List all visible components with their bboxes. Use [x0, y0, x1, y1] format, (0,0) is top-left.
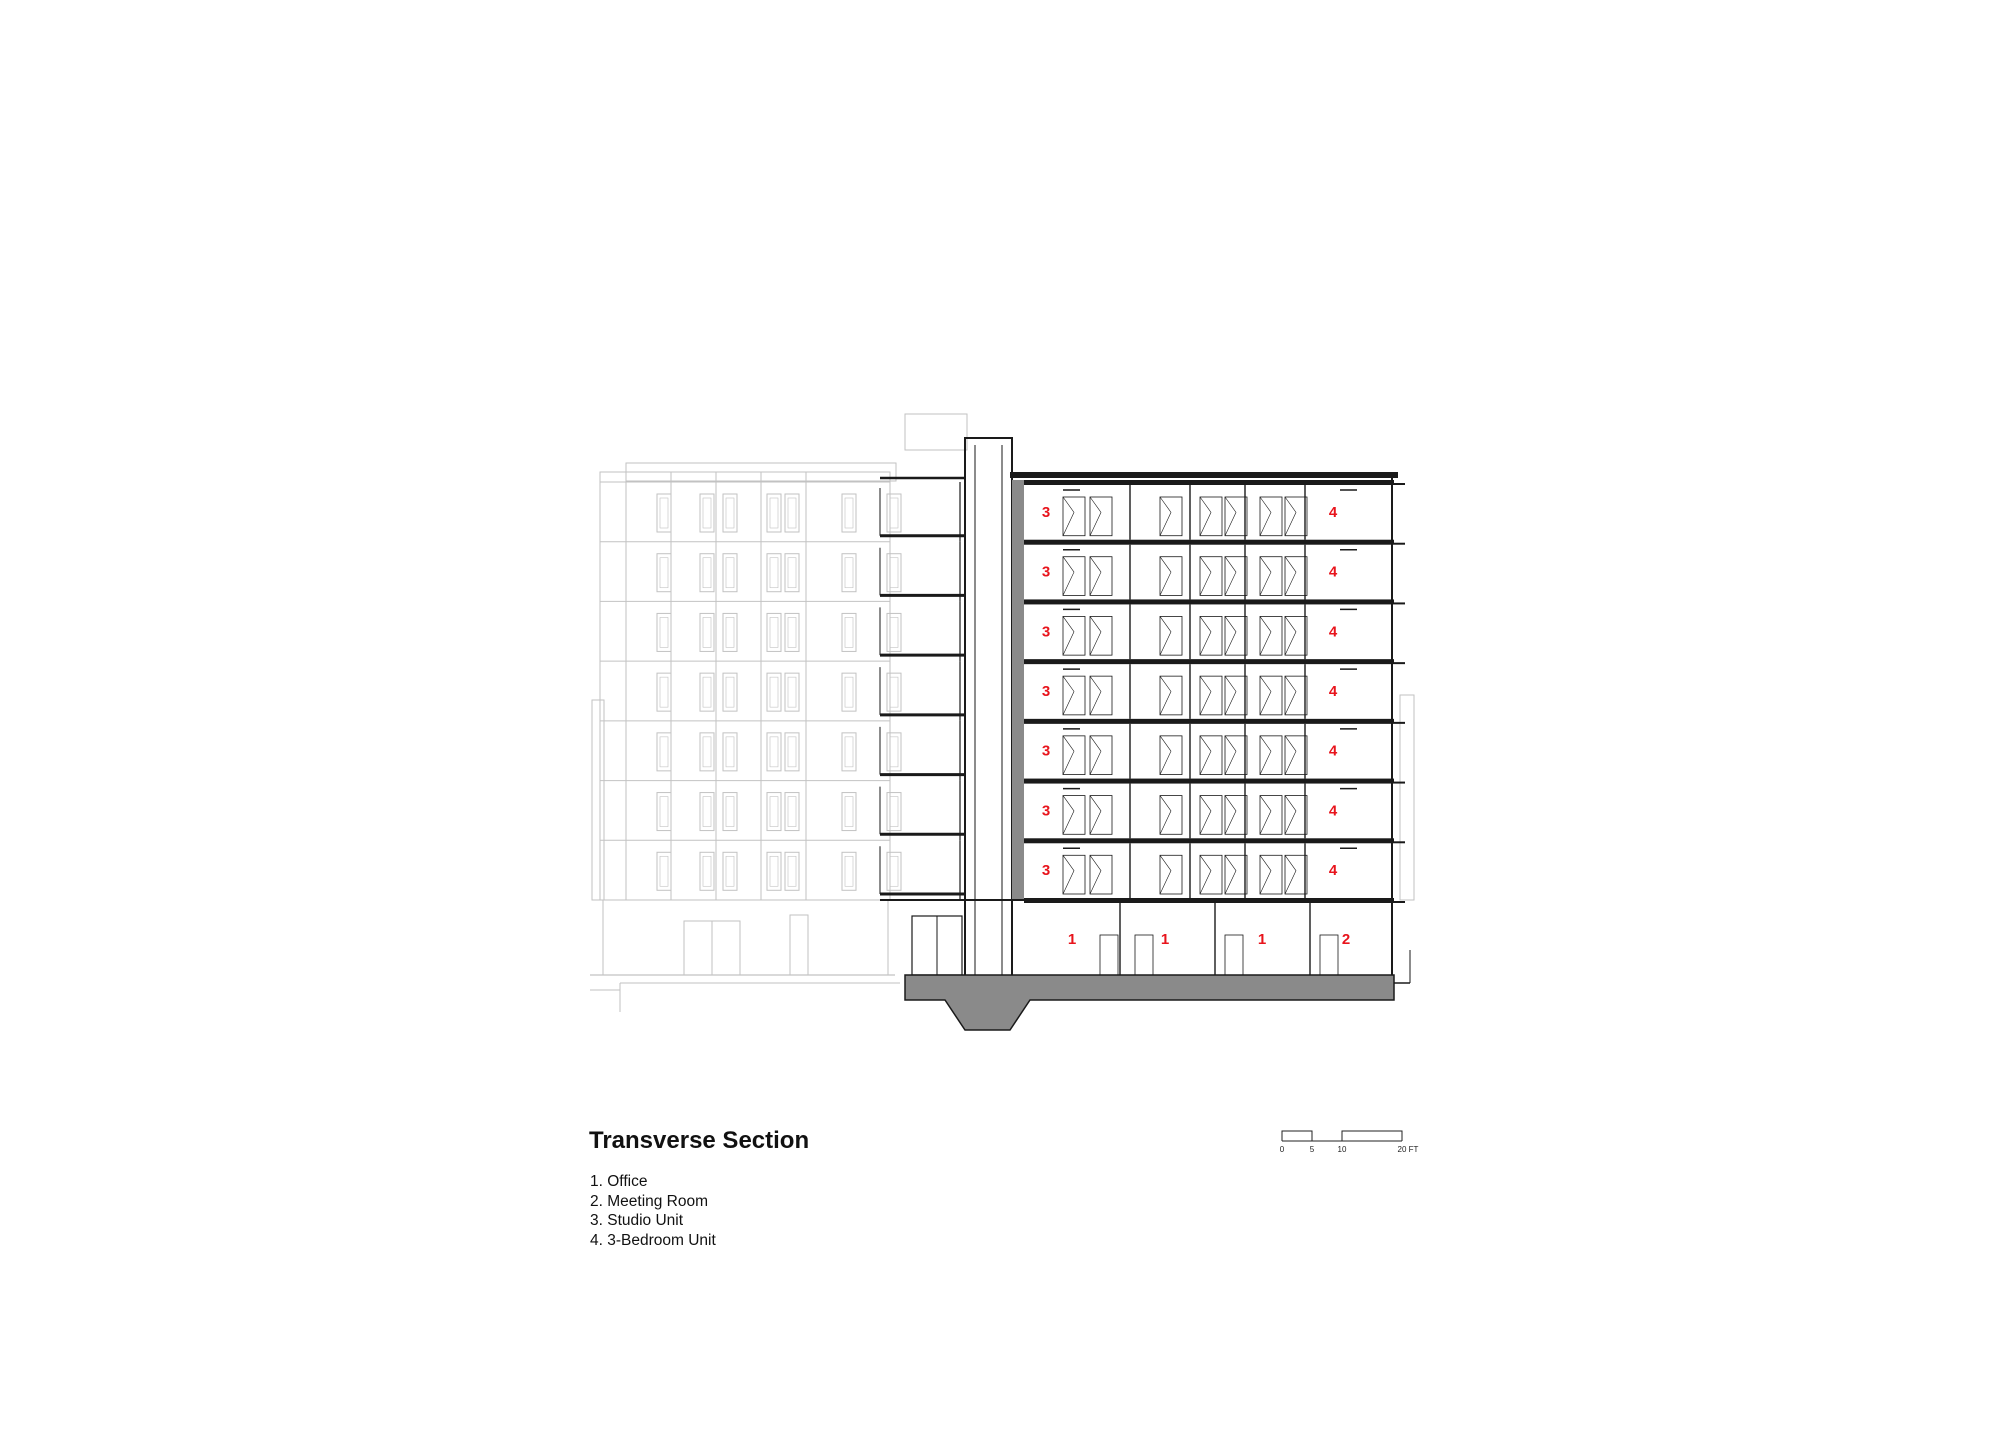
- studio-door: [1063, 616, 1085, 655]
- door-swing: [1285, 616, 1296, 655]
- facade-window: [842, 793, 856, 831]
- door-swing: [1160, 796, 1171, 835]
- studio-door: [1063, 676, 1085, 715]
- facade-window: [887, 554, 901, 592]
- facade-window: [700, 494, 714, 532]
- facade-window-pane: [770, 498, 778, 528]
- facade-window: [887, 852, 901, 890]
- room-label-3-bedroom: 4: [1328, 862, 1338, 880]
- facade-window: [657, 733, 671, 771]
- facade-window: [700, 673, 714, 711]
- door-swing: [1260, 616, 1271, 655]
- facade-window-pane: [660, 558, 668, 588]
- facade-window-pane: [770, 617, 778, 647]
- door-swing: [1260, 557, 1271, 596]
- facade-window: [700, 852, 714, 890]
- room-label-studio: 3: [1041, 802, 1051, 820]
- facade-window-pane: [845, 677, 853, 707]
- facade-window-pane: [890, 677, 898, 707]
- unit-door: [1260, 736, 1282, 775]
- roof-slab: [1010, 472, 1398, 478]
- door-swing: [1160, 497, 1171, 536]
- door-swing: [1063, 855, 1074, 894]
- facade-window-pane: [890, 737, 898, 767]
- facade-window: [700, 613, 714, 651]
- door-swing: [1160, 855, 1171, 894]
- door-swing: [1090, 676, 1101, 715]
- facade-window-pane: [788, 737, 796, 767]
- door-swing: [1225, 676, 1236, 715]
- facade-window: [842, 733, 856, 771]
- unit-door: [1285, 796, 1307, 835]
- legend-item-3-bedroom-unit: 4. 3-Bedroom Unit: [590, 1231, 716, 1249]
- casework: [1090, 557, 1112, 596]
- studio-door: [1063, 736, 1085, 775]
- room-label-3-bedroom: 4: [1328, 683, 1338, 700]
- facade-window-pane: [890, 617, 898, 647]
- door-swing: [1200, 796, 1211, 835]
- room-label-ground: 1: [1067, 931, 1077, 948]
- floor-slab: [1024, 540, 1394, 545]
- facade-window: [657, 494, 671, 532]
- door-swing: [1063, 497, 1074, 536]
- ground-floor-elevation: [603, 900, 888, 975]
- room-label-3-bedroom: 4: [1328, 503, 1338, 521]
- facade-window: [842, 673, 856, 711]
- unit-door: [1225, 736, 1247, 775]
- legend-item-office: 1. Office: [590, 1173, 648, 1190]
- facade-window-pane: [660, 797, 668, 827]
- facade-window: [767, 613, 781, 651]
- studio-door: [1063, 796, 1085, 835]
- facade-window: [785, 733, 799, 771]
- foundation-poche: [905, 975, 1394, 1030]
- studio-door: [1063, 557, 1085, 596]
- unit-door: [1260, 497, 1282, 536]
- facade-window-pane: [703, 558, 711, 588]
- facade-window-pane: [703, 856, 711, 886]
- unit-door: [1160, 616, 1182, 655]
- facade-window-pane: [703, 737, 711, 767]
- facade-window: [767, 554, 781, 592]
- facade-window: [657, 793, 671, 831]
- studio-door: [1063, 855, 1085, 894]
- unit-door: [1200, 855, 1222, 894]
- door-swing: [1063, 616, 1074, 655]
- facade-window-pane: [726, 498, 734, 528]
- unit-door: [1260, 796, 1282, 835]
- room-label-studio: 3: [1041, 742, 1051, 760]
- room-label-3-bedroom: 4: [1328, 623, 1338, 641]
- unit-door: [1260, 616, 1282, 655]
- facade-window-pane: [845, 498, 853, 528]
- casework: [1090, 736, 1112, 775]
- facade-window-pane: [770, 737, 778, 767]
- facade-window-pane: [845, 856, 853, 886]
- facade-window-pane: [726, 856, 734, 886]
- facade-window: [723, 733, 737, 771]
- room-label-3-bedroom: 4: [1328, 563, 1338, 581]
- door-swing: [1200, 855, 1211, 894]
- facade-window-pane: [660, 617, 668, 647]
- door-swing: [1090, 557, 1101, 596]
- office-door: [1135, 935, 1153, 975]
- facade-window: [723, 852, 737, 890]
- facade-window-pane: [788, 797, 796, 827]
- facade-window-pane: [726, 797, 734, 827]
- facade-window: [767, 793, 781, 831]
- elevator-shaft: [965, 438, 1012, 1003]
- facade-window: [785, 793, 799, 831]
- facade-window: [767, 852, 781, 890]
- unit-door: [1200, 736, 1222, 775]
- room-label-studio: 3: [1041, 503, 1051, 521]
- facade-window-pane: [890, 558, 898, 588]
- facade-window: [842, 554, 856, 592]
- door-swing: [1090, 616, 1101, 655]
- facade-window-pane: [703, 617, 711, 647]
- casework: [1090, 796, 1112, 835]
- unit-door: [1160, 497, 1182, 536]
- door-swing: [1285, 676, 1296, 715]
- room-label-ground: 2: [1341, 931, 1351, 948]
- door-swing: [1225, 497, 1236, 536]
- facade-window: [887, 793, 901, 831]
- room-label-studio: 3: [1041, 683, 1051, 700]
- facade-window: [723, 613, 737, 651]
- facade-projection-right: [1400, 695, 1414, 900]
- door-swing: [1285, 557, 1296, 596]
- scale-bar-label: 10: [1337, 1145, 1347, 1154]
- door-swing: [1090, 855, 1101, 894]
- facade-window: [657, 852, 671, 890]
- door-swing: [1225, 855, 1236, 894]
- scale-bar-label: 5: [1309, 1145, 1315, 1154]
- elevation-facade: [600, 472, 890, 900]
- facade-window-pane: [770, 797, 778, 827]
- facade-window-pane: [703, 797, 711, 827]
- facade-window-pane: [845, 797, 853, 827]
- door-swing: [1285, 736, 1296, 775]
- room-label-ground: 1: [1160, 931, 1170, 948]
- room-label-3-bedroom: 4: [1328, 742, 1338, 760]
- facade-window-pane: [726, 617, 734, 647]
- door-swing: [1090, 796, 1101, 835]
- casework: [1090, 855, 1112, 894]
- floor-slab: [1024, 779, 1394, 784]
- facade-window-pane: [890, 856, 898, 886]
- facade-window: [723, 793, 737, 831]
- facade-window-pane: [770, 856, 778, 886]
- facade-window-pane: [788, 617, 796, 647]
- facade-window-pane: [788, 498, 796, 528]
- door-swing: [1260, 676, 1271, 715]
- facade-window: [723, 673, 737, 711]
- door-swing: [1260, 736, 1271, 775]
- unit-door: [1200, 497, 1222, 536]
- facade-window-pane: [703, 498, 711, 528]
- scale-bar-label: 20 FT: [1397, 1145, 1419, 1154]
- facade-window-pane: [726, 737, 734, 767]
- facade-window: [700, 793, 714, 831]
- casework: [1090, 497, 1112, 536]
- facade-window-pane: [788, 856, 796, 886]
- facade-projection-left: [592, 700, 604, 900]
- unit-door: [1225, 796, 1247, 835]
- scale-bar: [1280, 1131, 1419, 1154]
- facade-window: [887, 733, 901, 771]
- room-label-studio: 3: [1041, 563, 1051, 581]
- door-swing: [1260, 796, 1271, 835]
- unit-door: [1225, 855, 1247, 894]
- core-wall-poche: [1012, 480, 1024, 900]
- facade-window-pane: [845, 737, 853, 767]
- office-door: [1225, 935, 1243, 975]
- door-swing: [1225, 616, 1236, 655]
- unit-door: [1260, 557, 1282, 596]
- legend: [590, 1172, 716, 1250]
- unit-door: [1285, 736, 1307, 775]
- legend-item-studio-unit: 3. Studio Unit: [590, 1212, 684, 1229]
- facade-window-pane: [770, 677, 778, 707]
- facade-window: [785, 554, 799, 592]
- facade-window: [785, 852, 799, 890]
- door-swing: [1160, 557, 1171, 596]
- meeting-room-door: [1320, 935, 1338, 975]
- facade-window: [842, 852, 856, 890]
- room-label-3-bedroom: 4: [1328, 802, 1338, 820]
- door-swing: [1090, 497, 1101, 536]
- facade-window-pane: [770, 558, 778, 588]
- floor-slab: [1024, 719, 1394, 724]
- unit-door: [1285, 557, 1307, 596]
- casework: [1090, 676, 1112, 715]
- door-swing: [1285, 497, 1296, 536]
- unit-door: [1260, 676, 1282, 715]
- facade-window: [887, 613, 901, 651]
- unit-door: [1225, 676, 1247, 715]
- unit-door: [1225, 497, 1247, 536]
- unit-door: [1285, 497, 1307, 536]
- facade-window: [785, 673, 799, 711]
- door-swing: [1260, 855, 1271, 894]
- casework: [1090, 616, 1112, 655]
- room-label-ground: 1: [1257, 931, 1267, 948]
- facade-window-pane: [703, 677, 711, 707]
- unit-door: [1160, 736, 1182, 775]
- facade-window-pane: [660, 737, 668, 767]
- unit-door: [1160, 676, 1182, 715]
- door-swing: [1200, 557, 1211, 596]
- unit-door: [1285, 855, 1307, 894]
- facade-window: [700, 554, 714, 592]
- facade-window: [723, 554, 737, 592]
- facade-window: [723, 494, 737, 532]
- office-door: [1100, 935, 1118, 975]
- unit-door: [1200, 557, 1222, 596]
- drawing-title: Transverse Section: [589, 1127, 810, 1154]
- facade-window-pane: [890, 498, 898, 528]
- door-swing: [1285, 796, 1296, 835]
- legend-item-meeting-room: 2. Meeting Room: [590, 1192, 709, 1210]
- facade-window-pane: [660, 856, 668, 886]
- door-swing: [1090, 736, 1101, 775]
- unit-door: [1225, 616, 1247, 655]
- facade-window: [657, 613, 671, 651]
- scale-bar-segment: [1282, 1131, 1312, 1141]
- door-swing: [1200, 736, 1211, 775]
- door-swing: [1063, 796, 1074, 835]
- door-swing: [1225, 557, 1236, 596]
- facade-window: [657, 673, 671, 711]
- door-swing: [1225, 796, 1236, 835]
- unit-door: [1200, 676, 1222, 715]
- facade-window-pane: [845, 617, 853, 647]
- door-swing: [1063, 736, 1074, 775]
- facade-window: [785, 494, 799, 532]
- floor-slab: [1024, 599, 1394, 604]
- scale-bar-segment: [1342, 1131, 1402, 1141]
- door-swing: [1200, 676, 1211, 715]
- door-swing: [1063, 676, 1074, 715]
- door-swing: [1160, 616, 1171, 655]
- door-swing: [1200, 616, 1211, 655]
- unit-door: [1160, 796, 1182, 835]
- facade-window: [785, 613, 799, 651]
- door-swing: [1063, 557, 1074, 596]
- building-section: [880, 438, 1410, 1030]
- door-swing: [1200, 497, 1211, 536]
- door-swing: [1260, 497, 1271, 536]
- facade-window: [657, 554, 671, 592]
- door-swing: [1225, 736, 1236, 775]
- facade-window-pane: [788, 677, 796, 707]
- facade-window: [842, 613, 856, 651]
- facade-window: [700, 733, 714, 771]
- facade-window-pane: [726, 677, 734, 707]
- door-swing: [1160, 736, 1171, 775]
- floor-slab: [1024, 838, 1394, 843]
- door-swing: [1285, 855, 1296, 894]
- facade-window-pane: [845, 558, 853, 588]
- unit-door: [1260, 855, 1282, 894]
- floor-slab: [1024, 898, 1394, 903]
- room-label-studio: 3: [1041, 862, 1051, 880]
- facade-window-pane: [726, 558, 734, 588]
- unit-door: [1200, 616, 1222, 655]
- facade-window: [767, 494, 781, 532]
- unit-door: [1225, 557, 1247, 596]
- facade-window: [767, 673, 781, 711]
- facade-window-pane: [890, 797, 898, 827]
- studio-door: [1063, 497, 1085, 536]
- scale-bar-label: 0: [1279, 1145, 1285, 1154]
- facade-window: [887, 673, 901, 711]
- unit-door: [1160, 855, 1182, 894]
- room-label-studio: 3: [1041, 623, 1051, 641]
- rooftop-penthouse: [905, 414, 967, 450]
- unit-door: [1160, 557, 1182, 596]
- door-swing: [1160, 676, 1171, 715]
- facade-window-pane: [660, 498, 668, 528]
- unit-door: [1285, 676, 1307, 715]
- facade-window-pane: [788, 558, 796, 588]
- room-labels: [1042, 504, 1350, 948]
- floor-slab: [1024, 659, 1394, 664]
- unit-door: [1285, 616, 1307, 655]
- floor-slab: [1024, 480, 1394, 485]
- side-door: [790, 915, 808, 975]
- facade-window: [842, 494, 856, 532]
- unit-door: [1200, 796, 1222, 835]
- facade-window: [767, 733, 781, 771]
- facade-window-pane: [660, 677, 668, 707]
- facade-window: [887, 494, 901, 532]
